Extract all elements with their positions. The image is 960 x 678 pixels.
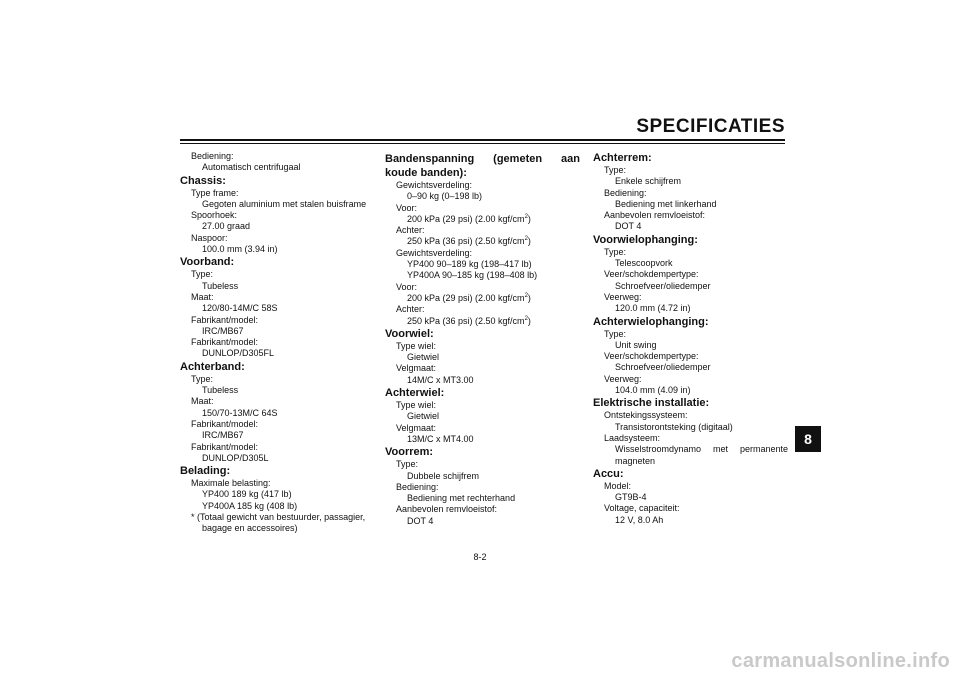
section-heading: Accu: [593, 467, 624, 480]
spec-value [385, 293, 580, 304]
footnote: * (Totaal gewicht van bestuurder, passagier, bagage en accessoires) [191, 512, 366, 534]
spec-value: Bediening met linkerhand [615, 198, 717, 209]
value-text: 250 kPa (36 psi) (2.50 kgf/cm [407, 236, 525, 247]
spec-label: Gewichtsverdeling: [396, 180, 473, 190]
superscript: 2 [524, 213, 528, 220]
section-heading: Belading: [180, 465, 231, 478]
section-heading: Achterwielophanging: [593, 315, 709, 328]
spec-value: DOT 4 [407, 515, 434, 526]
spec-label: Model: [604, 480, 632, 491]
spec-label: Ontstekingssysteem: [604, 410, 688, 421]
superscript: 2 [524, 315, 528, 322]
value-text: 250 kPa (36 psi) (2.50 kgf/cm [407, 315, 525, 326]
spec-label: Type frame: [191, 187, 239, 198]
spec-label: Achter: [396, 304, 425, 315]
spec-value: Unit swing [615, 339, 657, 350]
header-rule [180, 139, 785, 141]
spec-value: Telescoopvork [615, 258, 673, 269]
spec-label: Fabrikant/model: [191, 337, 259, 348]
spec-column-1 [180, 151, 375, 535]
spec-value: Wisselstroomdynamo met permanente magneten [615, 444, 788, 466]
spec-value [385, 214, 580, 225]
spec-value: Tubeless [202, 385, 239, 396]
spec-label: Type: [396, 459, 419, 470]
spec-value: YP400 189 kg (417 lb) [202, 489, 292, 500]
section-heading: Bandenspanning (gemeten aan koude banden): [385, 153, 580, 179]
spec-value: 12 V, 8.0 Ah [615, 514, 664, 525]
spec-label: Laadsysteem: [604, 432, 661, 443]
spec-value: 120.0 mm (4.72 in) [615, 303, 691, 314]
spec-value: IRC/MB67 [202, 430, 244, 441]
value-text: ) [527, 292, 531, 303]
value-text: ) [527, 315, 531, 326]
spec-value: DOT 4 [615, 221, 642, 232]
spec-value: 13M/C x MT4.00 [407, 433, 474, 444]
spec-value: DUNLOP/D305FL [202, 348, 275, 359]
spec-value: Transistorontsteking (digitaal) [615, 421, 733, 432]
spec-value [385, 236, 580, 247]
spec-label: Type: [604, 246, 627, 257]
section-heading: Voorrem: [385, 446, 434, 459]
spec-label: Maximale belasting: [191, 478, 271, 489]
section-heading: Achterwiel: [385, 387, 445, 400]
page-title: SPECIFICATIES [636, 116, 785, 137]
spec-value: Gegoten aluminium met stalen buisframe [202, 198, 367, 209]
section-heading: Achterband: [180, 360, 245, 373]
section-heading: Achterrem: [593, 152, 652, 164]
spec-label: Fabrikant/model: [191, 418, 259, 429]
section-heading: Voorwielophanging: [593, 233, 698, 246]
spec-value: Automatisch centrifugaal [202, 162, 301, 173]
spec-label: Spoorhoek: [191, 210, 238, 221]
value-text: 200 kPa (29 psi) (2.00 kgf/cm [407, 213, 525, 224]
spec-value: Bediening met rechterhand [407, 493, 516, 504]
section-heading: Chassis: [180, 174, 226, 187]
spec-label: Veer/schokdempertype: [604, 351, 699, 362]
spec-label: Bediening: [191, 151, 234, 161]
spec-label: Naspoor: [191, 232, 228, 243]
spec-value: 100.0 mm (3.94 in) [202, 244, 278, 255]
spec-value: 120/80-14M/C 58S [202, 303, 278, 314]
spec-label: Veerweg: [604, 373, 642, 384]
spec-label: Maat: [191, 291, 214, 302]
spec-label: Aanbevolen remvloeistof: [396, 504, 498, 515]
spec-label: Voltage, capaciteit: [604, 503, 680, 514]
spec-label: Velgmaat: [396, 363, 437, 374]
spec-value: Gietwiel [407, 352, 440, 363]
spec-label: Achter: [396, 225, 425, 236]
section-heading: Voorwiel: [385, 327, 434, 340]
spec-value: Tubeless [202, 280, 239, 291]
spec-label: Voor: [396, 281, 418, 292]
spec-value: DUNLOP/D305L [202, 452, 269, 463]
spec-label: Veerweg: [604, 291, 642, 302]
header-rule-thin [180, 143, 785, 144]
spec-label: Fabrikant/model: [191, 441, 259, 452]
spec-value: IRC/MB67 [202, 325, 244, 336]
spec-value: 14M/C x MT3.00 [407, 374, 474, 385]
spec-value: 150/70-13M/C 64S [202, 407, 278, 418]
superscript: 2 [524, 292, 528, 299]
value-text: ) [527, 213, 531, 224]
spec-value: 0–90 kg (0–198 lb) [407, 191, 483, 202]
spec-value: Enkele schijfrem [615, 176, 682, 187]
page-number: 8-2 [473, 552, 487, 562]
value-text: 200 kPa (29 psi) (2.00 kgf/cm [407, 292, 525, 303]
spec-label: Bediening: [604, 187, 647, 198]
spec-label: Maat: [191, 396, 214, 407]
spec-value: YP400A 185 kg (408 lb) [202, 500, 298, 511]
superscript: 2 [524, 236, 528, 243]
spec-label: Type: [604, 328, 627, 339]
spec-label: Veer/schokdempertype: [604, 269, 699, 280]
spec-column-3 [593, 151, 788, 526]
spec-value: GT9B-4 [615, 492, 647, 503]
section-heading: Elektrische installatie: [593, 397, 710, 410]
section-heading: Voorband: [180, 256, 235, 269]
spec-value: 27.00 graad [202, 221, 251, 232]
spec-value: Dubbele schijfrem [407, 470, 480, 481]
spec-value: YP400A 90–185 kg (198–408 lb) [407, 270, 538, 281]
spec-column-2 [385, 151, 580, 527]
spec-label: Bediening: [396, 481, 439, 492]
chapter-tab: 8 [795, 426, 821, 452]
spec-value: Schroefveer/oliedemper [615, 280, 711, 291]
spec-label: Type wiel: [396, 400, 437, 411]
spec-label: Velgmaat: [396, 422, 437, 433]
spec-label: Voor: [396, 202, 418, 213]
spec-label: Type: [604, 165, 627, 175]
spec-label: Type: [191, 269, 214, 280]
spec-label: Type: [191, 373, 214, 384]
spec-label: Gewichtsverdeling: [396, 247, 473, 258]
spec-value: Schroefveer/oliedemper [615, 362, 711, 373]
spec-value: YP400 90–189 kg (198–417 lb) [407, 259, 532, 270]
spec-value: Gietwiel [407, 411, 440, 422]
watermark: carmanualsonline.info [731, 650, 950, 672]
spec-value: 104.0 mm (4.09 in) [615, 385, 691, 396]
spec-value [385, 316, 580, 327]
value-text: ) [527, 236, 531, 247]
spec-label: Fabrikant/model: [191, 314, 259, 325]
spec-label: Aanbevolen remvloeistof: [604, 210, 706, 221]
spec-label: Type wiel: [396, 340, 437, 351]
